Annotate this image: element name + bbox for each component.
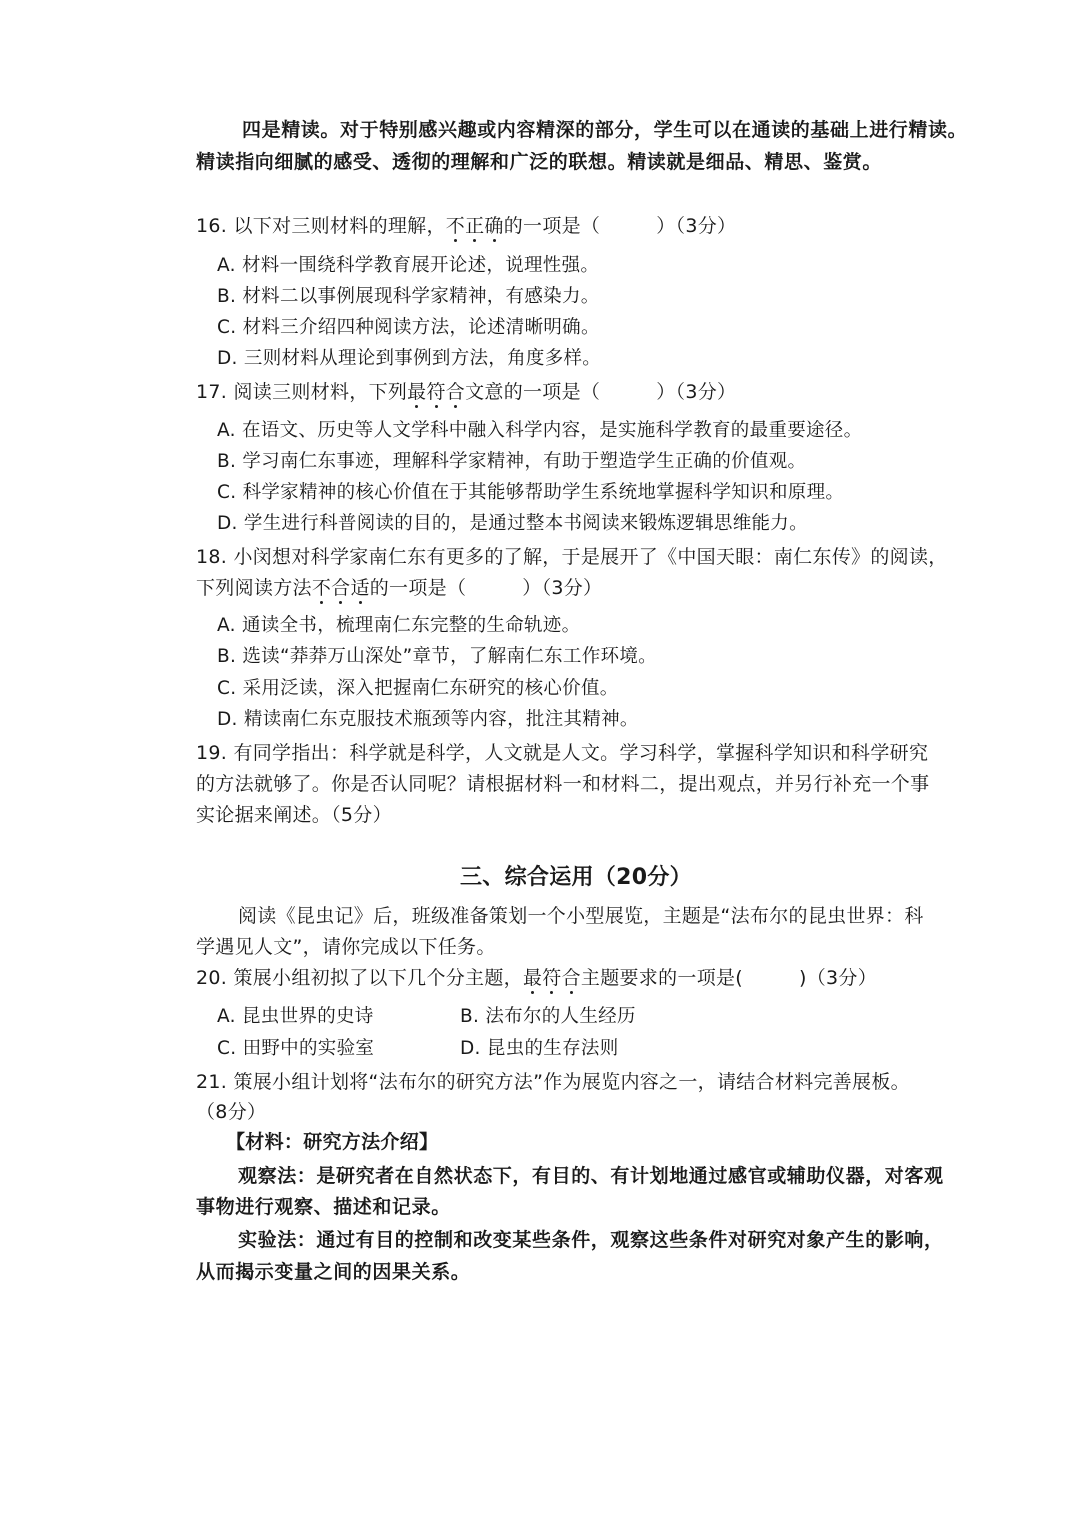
- option-c: C. 科学家精神的核心价值在于其能够帮助学生系统地掌握科学知识和原理。: [217, 482, 845, 503]
- option-d: D. 精读南仁东克服技术瓶颈等内容，批注其精神。: [217, 709, 639, 730]
- reading-method-line-1: 四是精读。对于特别感兴趣或内容精深的部分，学生可以在通读的基础上进行精读。: [242, 119, 968, 141]
- emphasis-dot-char: 符: [542, 967, 562, 989]
- emphasis-dot-char: 最: [407, 381, 427, 403]
- observation-method-line-1: 观察法：是研究者在自然状态下，有目的、有计划地通过感官或辅助仪器，对客观: [238, 1165, 944, 1187]
- experiment-method-line-2: 从而揭示变量之间的因果关系。: [196, 1261, 471, 1283]
- section-title: 三、综合运用（20分）: [460, 865, 692, 890]
- emphasis-dot-char: 确: [484, 215, 504, 237]
- observation-method-line-2: 事物进行观察、描述和记录。: [196, 1196, 451, 1218]
- material-title: 【材料：研究方法介绍】: [226, 1131, 439, 1153]
- question-17-stem: 17. 阅读三则材料，下列最符合文意的一项是（ ）（3分）: [196, 381, 737, 403]
- option-b: B. 选读“莽莽万山深处”章节，了解南仁东工作环境。: [217, 646, 657, 667]
- emphasis-dot-char: 不: [445, 215, 466, 237]
- question-20-stem: 20. 策展小组初拟了以下几个分主题，最符合主题要求的一项是( )（3分）: [196, 967, 878, 989]
- question-21-line-1: 21. 策展小组计划将“法布尔的研究方法”作为展览内容之一，请结合材料完善展板。: [196, 1071, 910, 1093]
- emphasis-dot-char: 合: [445, 381, 466, 403]
- reading-method-line-2: 精读指向细腻的感受、透彻的理解和广泛的联想。精读就是细品、精思、鉴赏。: [196, 151, 883, 173]
- question-19-line-1: 19. 有同学指出：科学就是科学，人文就是人文。学习科学，掌握科学知识和科学研究: [196, 742, 929, 764]
- option-b: B. 法布尔的人生经历: [460, 1006, 636, 1027]
- emphasis-dot-char: 合: [331, 577, 351, 599]
- option-a: A. 在语文、历史等人文学科中融入科学内容，是实施科学教育的最重要途径。: [217, 420, 863, 441]
- emphasis-dot-char: 不: [311, 577, 332, 599]
- question-18-stem-line-1: 18. 小闵想对科学家南仁东有更多的了解，于是展开了《中国天眼：南仁东传》的阅读，: [196, 546, 948, 568]
- question-number: 17.: [196, 381, 228, 403]
- question-18-stem-line-2: 下列阅读方法不合适的一项是（ ）（3分）: [196, 577, 603, 599]
- option-a: A. 昆虫世界的史诗: [217, 1006, 374, 1027]
- question-16-stem: 16. 以下对三则材料的理解，不正确的一项是（ ）（3分）: [196, 215, 737, 237]
- emphasis-dot-char: 合: [561, 967, 581, 989]
- question-number: 16.: [196, 215, 228, 237]
- option-a: A. 材料一围绕科学教育展开论述，说理性强。: [217, 255, 600, 276]
- question-19-line-2: 的方法就够了。你是否认同呢？请根据材料一和材料二，提出观点，并另行补充一个事: [196, 773, 930, 795]
- option-d: D. 三则材料从理论到事例到方法，角度多样。: [217, 348, 602, 369]
- emphasis-dot-char: 适: [350, 577, 370, 599]
- question-19-line-3: 实论据来阐述。（5分）: [196, 804, 392, 826]
- option-d: D. 昆虫的生存法则: [460, 1038, 619, 1059]
- emphasis-dot-char: 最: [522, 967, 543, 989]
- section-intro-line-1: 阅读《昆虫记》后，班级准备策划一个小型展览，主题是“法布尔的昆虫世界：科: [238, 905, 924, 927]
- option-a: A. 通读全书，梳理南仁东完整的生命轨迹。: [217, 615, 581, 636]
- experiment-method-line-1: 实验法：通过有目的控制和改变某些条件，观察这些条件对研究对象产生的影响，: [238, 1229, 944, 1251]
- question-21-line-2: （8分）: [196, 1101, 267, 1123]
- section-intro-line-2: 学遇见人文”，请你完成以下任务。: [196, 936, 496, 958]
- option-b: B. 材料二以事例展现科学家精神，有感染力。: [217, 286, 600, 307]
- option-b: B. 学习南仁东事迹，理解科学家精神，有助于塑造学生正确的价值观。: [217, 451, 807, 472]
- option-c: C. 材料三介绍四种阅读方法，论述清晰明确。: [217, 317, 600, 338]
- option-c: C. 采用泛读，深入把握南仁东研究的核心价值。: [217, 678, 619, 699]
- option-c: C. 田野中的实验室: [217, 1038, 375, 1059]
- emphasis-dot-char: 符: [426, 381, 446, 403]
- emphasis-dot-char: 正: [465, 215, 485, 237]
- option-d: D. 学生进行科普阅读的目的，是通过整本书阅读来锻炼逻辑思维能力。: [217, 513, 808, 534]
